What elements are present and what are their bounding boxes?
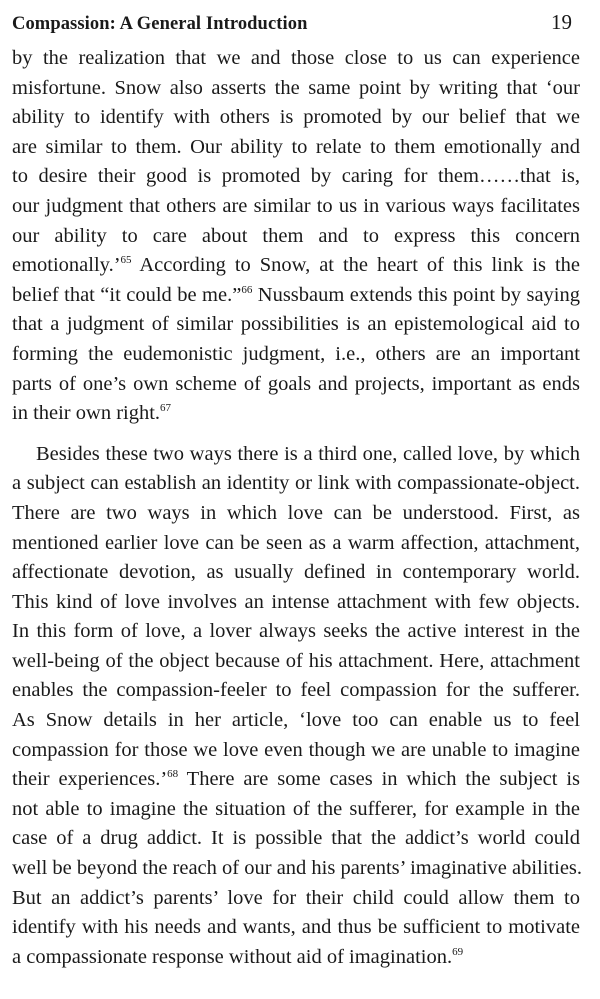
text-line xyxy=(12,647,580,677)
line-text: their experiences.’ xyxy=(12,768,168,791)
text-line xyxy=(12,765,580,795)
text-line xyxy=(12,74,580,104)
line-text: identify with his needs and wants, and thus be sufficient to motivate xyxy=(12,916,580,939)
running-header xyxy=(12,10,580,44)
line-text: emotionally.’ xyxy=(12,254,121,277)
line-text: As Snow details in her article, ‘love too can enable us to feel xyxy=(12,709,580,732)
line-text: to desire their good is promoted by caring for them……that is, xyxy=(12,165,580,188)
text-line xyxy=(12,399,580,429)
line-text: our ability to care about them and to express this concern xyxy=(12,224,580,247)
line-text: well be beyond the reach of our and his parents’ imaginative abilities. xyxy=(12,857,583,880)
body-text xyxy=(12,44,583,972)
text-line xyxy=(12,251,580,281)
text-line xyxy=(12,340,580,370)
line-text: that a judgment of similar possibilities is an epistemological aid to xyxy=(12,313,580,336)
line-text-continued: According to Snow, at the heart of this link is the xyxy=(131,254,580,277)
line-text: not able to imagine the situation of the sufferer, for example in the xyxy=(12,797,580,820)
text-line xyxy=(12,588,580,618)
footnote-ref: 68 xyxy=(167,768,179,781)
line-text: Besides these two ways there is a third one, called love, by which xyxy=(36,442,580,465)
paragraph xyxy=(12,44,580,429)
text-line xyxy=(12,499,580,529)
line-text: parts of one’s own scheme of goals and projects, important as ends xyxy=(12,372,580,395)
line-text: belief that “it could be me.” xyxy=(12,283,242,306)
text-line xyxy=(12,854,583,884)
line-text: our judgment that others are similar to us in various ways facilitates xyxy=(12,194,580,217)
text-line xyxy=(12,529,580,559)
line-text: are similar to them. Our ability to relate to them emotionally and xyxy=(12,135,580,158)
text-line xyxy=(12,736,580,766)
line-text: a subject can establish an identity or link with compassionate-object. xyxy=(12,472,580,495)
line-text: misfortune. Snow also asserts the same point by writing that ‘our xyxy=(12,76,580,99)
line-text: well-being of the object because of his attachment. Here, attachment xyxy=(12,649,580,672)
text-line xyxy=(12,617,580,647)
text-line xyxy=(12,943,580,973)
line-text: in their own right. xyxy=(12,402,161,425)
line-text: affectionate devotion, as usually defined in contemporary world. xyxy=(12,561,580,584)
footnote-ref: 67 xyxy=(160,402,172,415)
line-text: ability to identify with others is promoted by our belief that we xyxy=(12,106,580,129)
line-text-continued: Nussbaum extends this point by saying xyxy=(252,283,580,306)
text-line xyxy=(12,824,580,854)
footnote-ref: 66 xyxy=(241,283,253,296)
line-text: mentioned earlier love can be seen as a warm affection, attachment, xyxy=(12,531,580,554)
line-text: compassion for those we love even though we are unable to imagine xyxy=(12,738,580,761)
text-line xyxy=(12,103,580,133)
text-line xyxy=(12,913,580,943)
line-text: a compassionate response without aid of imagination. xyxy=(12,945,453,968)
text-line xyxy=(12,795,580,825)
line-text: by the realization that we and those close to us can experience xyxy=(12,47,580,69)
text-line xyxy=(12,133,580,163)
text-line xyxy=(12,222,580,252)
text-line xyxy=(12,440,580,470)
line-text: There are two ways in which love can be understood. First, as xyxy=(12,501,580,524)
line-text: forming the eudemonistic judgment, i.e., others are an important xyxy=(12,342,580,365)
line-text: But an addict’s parents’ love for their child could allow them to xyxy=(12,886,580,909)
line-text: enables the compassion-feeler to feel compassion for the sufferer. xyxy=(12,679,580,702)
text-line xyxy=(12,706,580,736)
line-text-continued: There are some cases in which the subject is xyxy=(178,768,580,791)
text-line xyxy=(12,44,580,74)
text-line xyxy=(12,558,580,588)
paragraph xyxy=(12,440,583,973)
running-title: Compassion: A General Introduction xyxy=(12,14,308,34)
footnote-ref: 65 xyxy=(120,254,132,267)
text-line xyxy=(12,676,580,706)
text-line xyxy=(12,469,580,499)
page-number: 19 xyxy=(551,10,572,34)
text-line xyxy=(12,370,580,400)
text-line xyxy=(12,162,580,192)
text-line xyxy=(12,281,580,311)
line-text: This kind of love involves an intense attachment with few objects. xyxy=(12,590,580,613)
text-line xyxy=(12,192,580,222)
line-text: In this form of love, a lover always seeks the active interest in the xyxy=(12,620,580,643)
footnote-ref: 69 xyxy=(452,945,464,958)
text-line xyxy=(12,310,580,340)
line-text: case of a drug addict. It is possible that the addict’s world could xyxy=(12,827,580,850)
text-line xyxy=(12,884,580,914)
